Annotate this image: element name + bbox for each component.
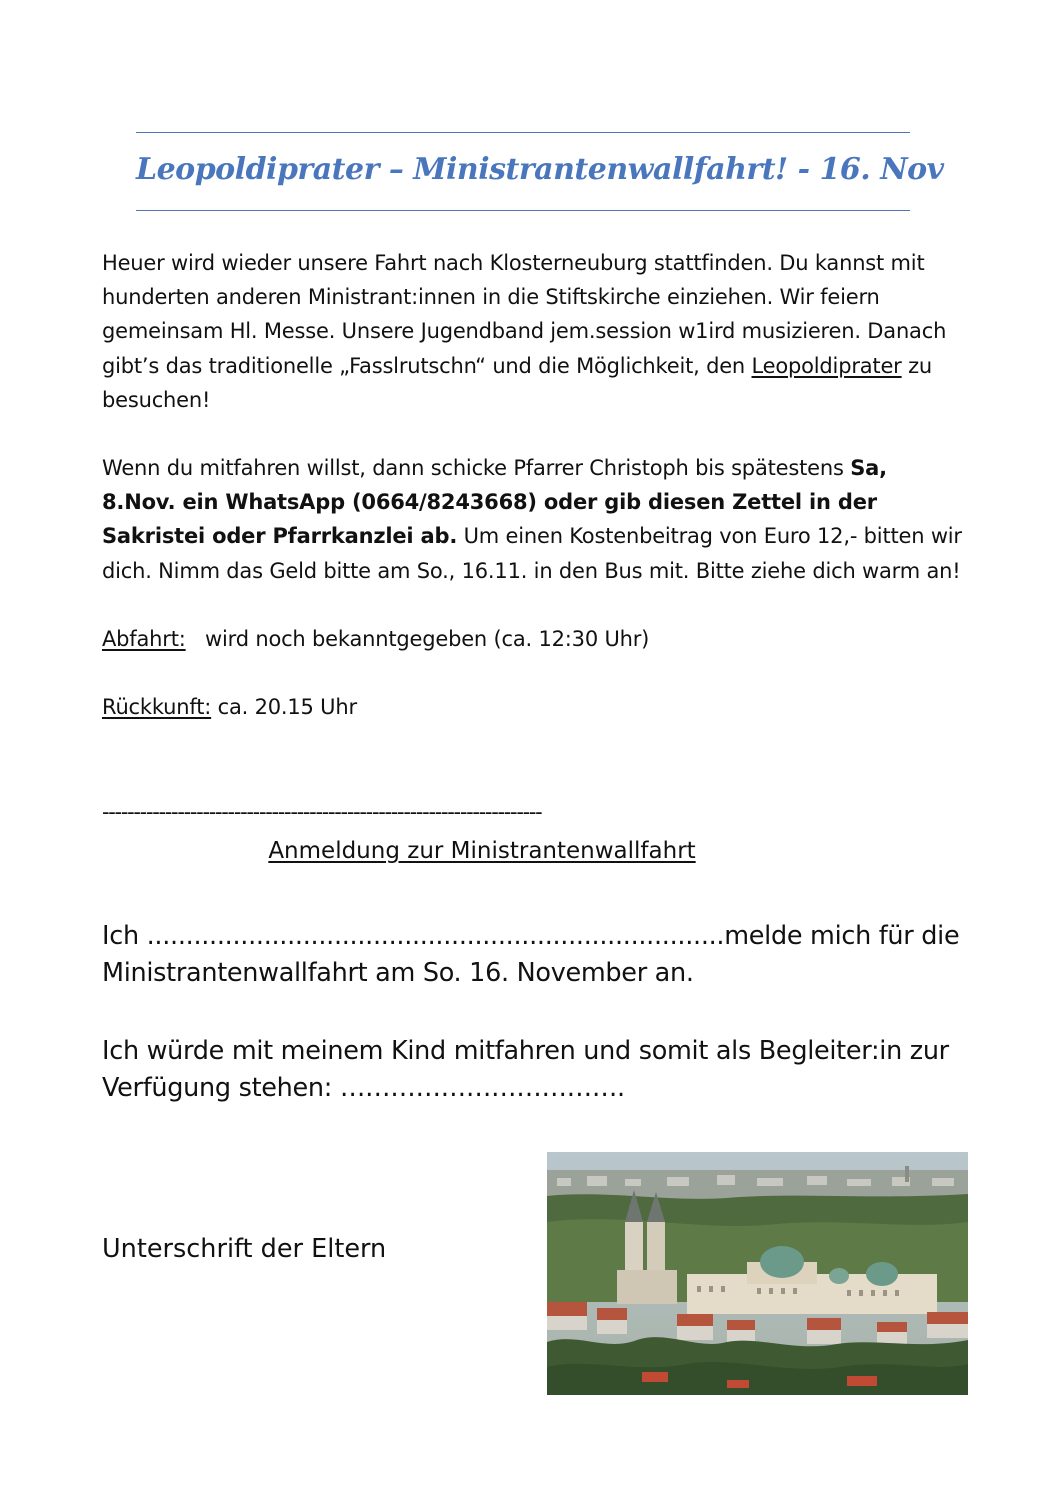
registration-cost: Um einen Kostenbeitrag von Euro 12,- bitten wir dich. Nimm das Geld bitte am So., 16.11. in den Bus mit. Bitte ziehe dich warm an!	[102, 524, 962, 583]
registration-paragraph	[102, 451, 962, 588]
return-value: ca. 20.15 Uhr	[211, 695, 357, 720]
body-text	[102, 246, 962, 724]
signature-label: Unterschrift der Eltern	[102, 1234, 387, 1264]
intro-text: Heuer wird wieder unsere Fahrt nach Klosterneuburg stattfinden. Du kannst mit hunderten anderen Ministrant:innen in die Stiftskirche einziehen. Wir feiern gemeinsam Hl. Messe. Unsere Jugendband jem.session w1ird musizieren. Danach gibt’s das traditionelle „Fasslrutschn“ und die Möglichkeit, den	[102, 251, 947, 378]
form-title: Anmeldung zur Ministrantenwallfahrt	[268, 838, 696, 864]
companion-line: Ich würde mit meinem Kind mitfahren und somit als Begleiter:in zur Verfügung stehen: …………………………….	[102, 1036, 949, 1103]
intro-paragraph	[102, 246, 962, 417]
registration-form	[102, 918, 972, 1106]
return-line	[102, 690, 962, 724]
intro-text-end: zu besuchen!	[102, 353, 933, 412]
page-title: Leopoldiprater – Ministrantenwallfahrt! - 16. Nov	[136, 152, 944, 187]
departure-line	[102, 622, 962, 656]
registration-deadline: Sa, 8.Nov. ein WhatsApp (0664/8243668) oder gib diesen Zettel in der Sakristei oder Pfarrkanzlei ab.	[102, 456, 887, 549]
title-rule-bottom	[136, 210, 910, 211]
leopoldiprater-link: Leopoldiprater	[751, 353, 902, 378]
title-rule-top	[136, 132, 910, 133]
klosterneuburg-abbey-photo	[547, 1152, 968, 1395]
return-label: Rückkunft:	[102, 695, 212, 720]
cut-separator: ----------------------------------------------------------------------	[102, 800, 542, 824]
departure-label: Abfahrt:	[102, 626, 186, 651]
departure-value: wird noch bekanntgegeben (ca. 12:30 Uhr)	[185, 626, 650, 651]
registration-text: Wenn du mitfahren willst, dann schicke Pfarrer Christoph bis spätestens	[102, 456, 851, 481]
name-line: Ich ..........................................................................melde mich für die Ministrantenwallfahrt am So. 16. November an.	[102, 921, 960, 988]
